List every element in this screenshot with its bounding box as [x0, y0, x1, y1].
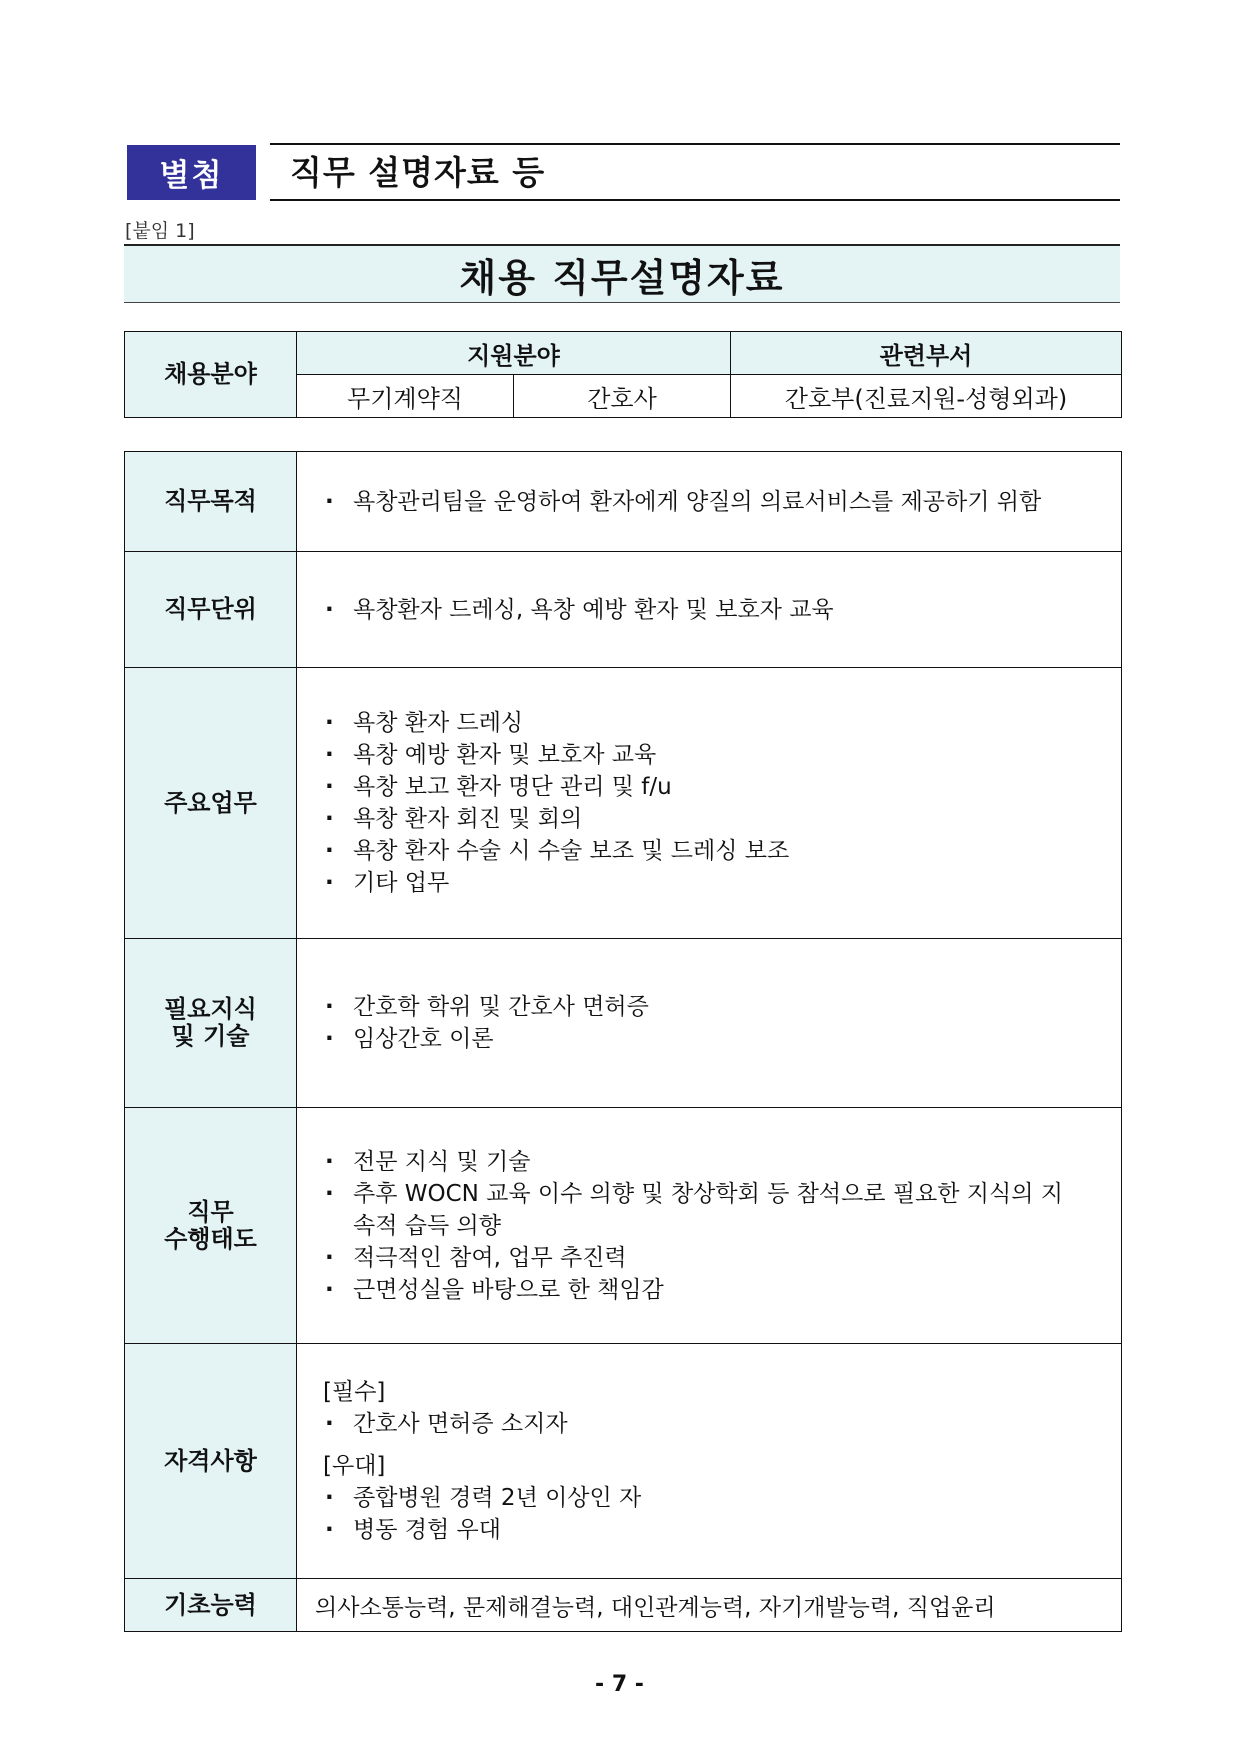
- purpose-label: 직무목적: [125, 452, 297, 552]
- purpose-row: [125, 452, 1122, 552]
- preferred-heading: [우대]: [323, 1453, 386, 1479]
- duties-item: · 기타 업무: [323, 867, 1121, 899]
- duties-row: [125, 668, 1122, 939]
- unit-item: · 욕창환자 드레싱, 욕창 예방 환자 및 보호자 교육: [323, 594, 1121, 626]
- attitude-label-line2: 수행태도: [164, 1224, 257, 1253]
- department-cell: 간호부(진료지원-성형외과): [731, 375, 1122, 418]
- duties-item: · 욕창 환자 드레싱: [323, 707, 1121, 739]
- attitude-item: · 근면성실을 바탕으로 한 책임감: [323, 1274, 1081, 1306]
- attitude-label: [125, 1108, 297, 1344]
- page-number: - 7 -: [595, 1672, 644, 1697]
- duties-item: · 욕창 보고 환자 명단 관리 및 f/u: [323, 771, 1121, 803]
- basic-ability-label: 기초능력: [125, 1579, 297, 1632]
- preferred-item: · 종합병원 경력 2년 이상인 자: [323, 1482, 1121, 1514]
- attitude-row: [125, 1108, 1122, 1344]
- duties-label: 주요업무: [125, 668, 297, 939]
- annex-badge: 별첨: [127, 145, 256, 200]
- section-banner: 채용 직무설명자료: [124, 244, 1120, 303]
- attitude-label-line1: 직무: [187, 1197, 234, 1226]
- basic-ability-row: [125, 1579, 1122, 1632]
- required-item: · 간호사 면허증 소지자: [323, 1408, 1121, 1440]
- contract-type-cell: 무기계약직: [297, 375, 514, 418]
- department-header: 관련부서: [731, 332, 1122, 375]
- knowledge-item: · 임상간호 이론: [323, 1023, 1121, 1055]
- document-title: 직무 설명자료 등: [290, 153, 546, 192]
- knowledge-label-line1: 필요지식: [164, 995, 257, 1023]
- purpose-item: · 욕창관리팀을 운영하여 환자에게 양질의 의료서비스를 제공하기 위함: [323, 486, 1121, 518]
- knowledge-label-line2: 및 기술: [171, 1022, 250, 1050]
- knowledge-row: [125, 939, 1122, 1108]
- duties-item: · 욕창 환자 회진 및 회의: [323, 803, 1121, 835]
- attitude-item: · 적극적인 참여, 업무 추진력: [323, 1242, 1081, 1274]
- duties-item: · 욕창 환자 수술 시 수술 보조 및 드레싱 보조: [323, 835, 1121, 867]
- applied-field-header: 지원분야: [297, 332, 731, 375]
- title-bottom-rule: [270, 199, 1120, 201]
- attachment-label: [붙임 1]: [125, 220, 195, 242]
- unit-label: 직무단위: [125, 552, 297, 668]
- attitude-item: · 전문 지식 및 기술: [323, 1146, 1081, 1178]
- role-cell: 간호사: [514, 375, 731, 418]
- job-description-table: [124, 451, 1122, 1632]
- qualification-row: [125, 1344, 1122, 1579]
- preferred-item: · 병동 경험 우대: [323, 1514, 1121, 1546]
- qualification-label: 자격사항: [125, 1344, 297, 1579]
- knowledge-label: [125, 939, 297, 1108]
- title-top-rule: [270, 143, 1120, 145]
- hiring-table: [124, 331, 1122, 418]
- hire-field-label: 채용분야: [125, 332, 297, 418]
- required-heading: [필수]: [323, 1379, 386, 1405]
- unit-row: [125, 552, 1122, 668]
- duties-item: · 욕창 예방 환자 및 보호자 교육: [323, 739, 1121, 771]
- attitude-item: · 추후 WOCN 교육 이수 의향 및 창상학회 등 참석으로 필요한 지식의 지속적 습득 의향: [323, 1178, 1081, 1242]
- knowledge-item: · 간호학 학위 및 간호사 면허증: [323, 991, 1121, 1023]
- basic-ability-text: 의사소통능력, 문제해결능력, 대인관계능력, 자기개발능력, 직업윤리: [297, 1579, 1122, 1632]
